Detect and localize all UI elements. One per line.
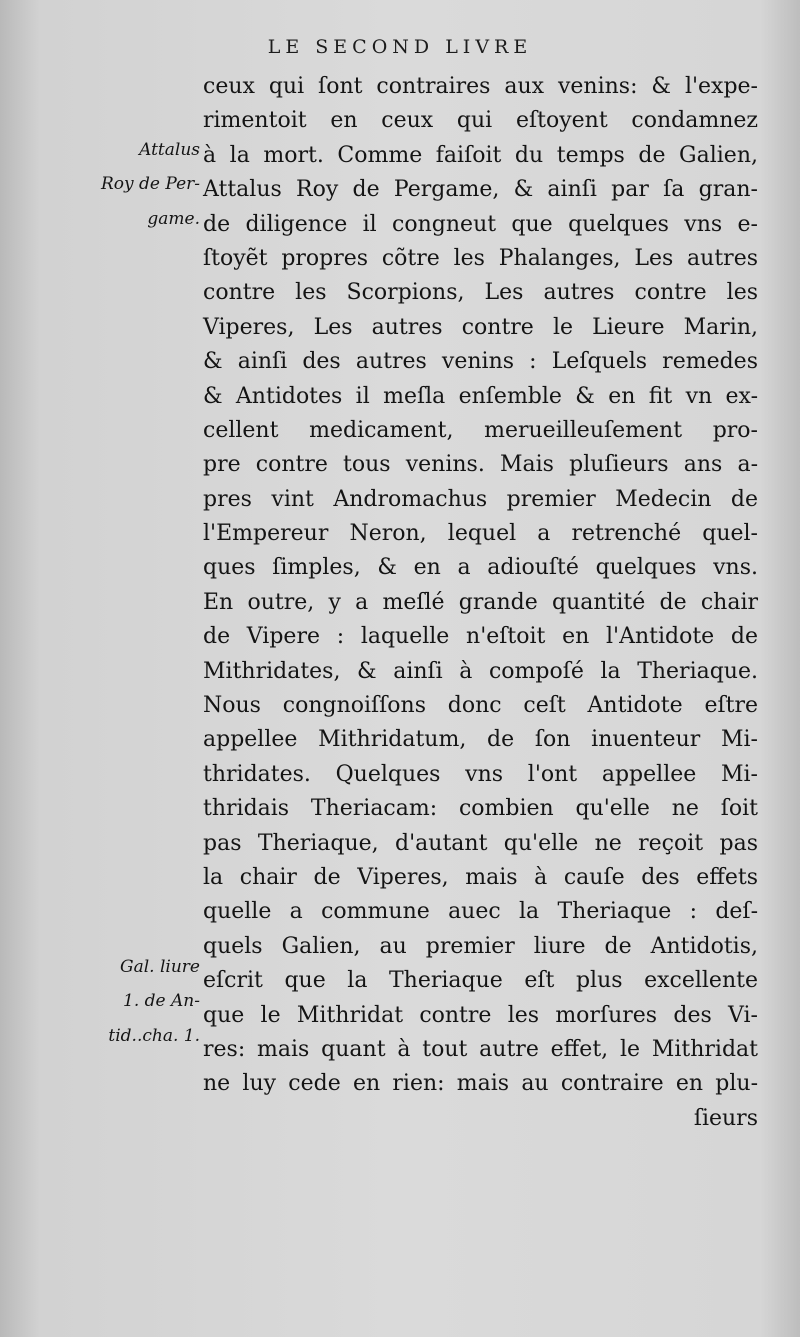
text-line: thridates. Quelques vns l'ont appellee Mi-	[203, 761, 758, 787]
text-line: cellent medicament, merueilleuſement pro-	[203, 417, 758, 443]
body-text	[203, 70, 758, 1136]
text-line: & ainſi des autres venins : Leſquels remedes	[203, 349, 758, 375]
text-line: rimentoit en ceux qui eſtoyent condamnez	[203, 108, 758, 134]
running-header: LE SECOND LIVRE	[267, 36, 533, 58]
text-line: ceux qui ſont contraires aux venins: & l'expe-	[203, 74, 758, 99]
text-line: Mithridates, & ainſi à compoſé la Theriaque.	[203, 658, 758, 684]
text-line: pres vint Andromachus premier Medecin de	[203, 486, 758, 512]
text-line: & Antidotes il meſla enſemble & en fit vn ex-	[203, 383, 758, 409]
text-line: quelle a commune auec la Theriaque : deſ-	[203, 899, 758, 925]
text-line: quels Galien, au premier liure de Antidotis,	[203, 933, 758, 959]
text-line: ſieurs	[693, 1105, 758, 1131]
margin-note-line: 1. de An-	[123, 991, 200, 1012]
text-line: pas Theriaque, d'autant qu'elle ne reçoit pas	[203, 830, 758, 856]
text-line: eſcrit que la Theriaque eſt plus excellente	[203, 968, 758, 994]
text-line: Attalus Roy de Pergame, & ainſi par ſa gran-	[203, 177, 758, 203]
margin-note-galen	[76, 950, 200, 1053]
text-line: En outre, y a meſlé grande quantité de chair	[203, 589, 758, 615]
text-line: contre les Scorpions, Les autres contre les	[203, 280, 758, 306]
text-line: pre contre tous venins. Mais pluſieurs ans a-	[203, 452, 758, 478]
margin-note-line: Attalus	[139, 140, 200, 160]
text-line: ne luy cede en rien: mais au contraire en plu-	[203, 1071, 758, 1097]
text-line: thridais Theriacam: combien qu'elle ne ſoit	[203, 796, 758, 822]
text-line: l'Empereur Neron, lequel a retrenché quel-	[203, 521, 758, 547]
margin-note-attalus	[76, 133, 200, 236]
text-line: Viperes, Les autres contre le Lieure Marin,	[203, 314, 758, 340]
text-line: la chair de Viperes, mais à cauſe des effets	[203, 864, 758, 890]
text-line: que le Mithridat contre les morſures des Vi-	[203, 1002, 758, 1028]
text-line: à la mort. Comme faiſoit du temps de Galien,	[203, 142, 758, 168]
text-line: ques ſimples, & en a adiouſté quelques vns.	[203, 555, 758, 581]
margin-note-line: tid..cha. 1.	[108, 1025, 200, 1046]
margin-note-line: Roy de Per-	[101, 174, 200, 195]
text-line: de diligence il congneut que quelques vns e-	[203, 211, 758, 237]
text-line: appellee Mithridatum, de ſon inuenteur Mi-	[203, 727, 758, 753]
margin-note-line: Gal. liure	[120, 957, 200, 977]
margin-note-line: game.	[147, 208, 200, 229]
text-line: Nous congnoiſſons donc ceſt Antidote eſtre	[203, 693, 758, 719]
text-line: ſtoyẽt propres cõtre les Phalanges, Les autres	[203, 245, 758, 271]
text-line: res: mais quant à tout autre effet, le Mithridat	[203, 1036, 758, 1062]
text-line: de Vipere : laquelle n'eſtoit en l'Antidote de	[203, 624, 758, 650]
